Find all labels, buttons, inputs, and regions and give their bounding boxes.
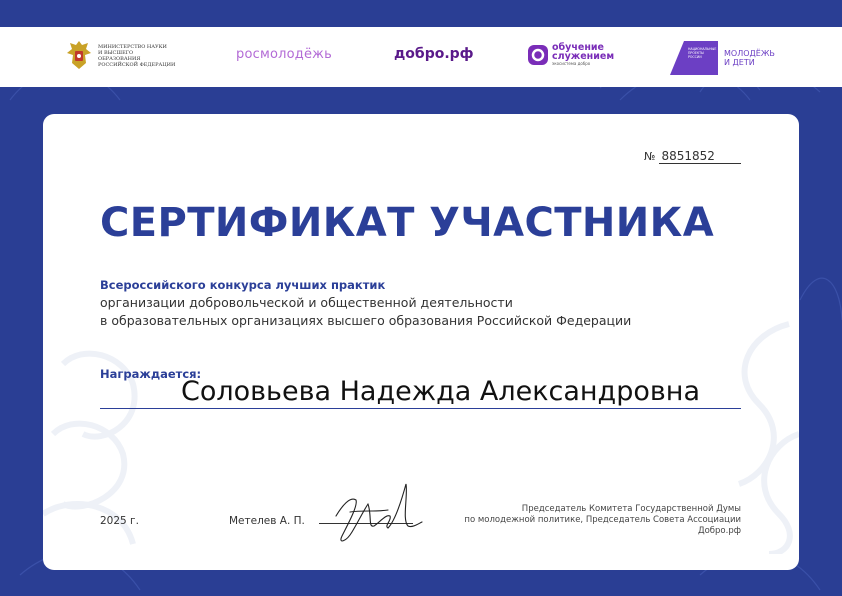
molodezh-line1: МОЛОДЁЖЬ <box>724 49 775 58</box>
national-projects-icon <box>670 41 718 75</box>
name-underline <box>100 408 741 409</box>
rosmolodezh-logo: росмолодёжь <box>236 47 332 62</box>
ministry-line: РОССИЙСКОЙ ФЕДЕРАЦИИ <box>98 62 176 68</box>
svg-text:НАЦИОНАЛЬНЫЕ: НАЦИОНАЛЬНЫЕ <box>688 47 717 51</box>
obuchenie-line2: служением <box>552 51 615 62</box>
position-line1: Председатель Комитета Государственной Думы <box>521 504 741 514</box>
ministry-logo <box>66 39 176 73</box>
contest-line1: Всероссийского конкурса лучших практик <box>100 278 386 292</box>
obuchenie-logo <box>528 43 614 66</box>
contest-description <box>100 276 631 330</box>
coat-of-arms-icon <box>66 39 92 73</box>
certificate-title: СЕРТИФИКАТ УЧАСТНИКА <box>100 200 715 246</box>
number-prefix: № <box>644 150 656 163</box>
contest-line3: в образовательных организациях высшего образования Российской Федерации <box>100 313 632 328</box>
svg-text:ПРОЕКТЫ: ПРОЕКТЫ <box>688 51 704 55</box>
svg-text:РОССИИ: РОССИИ <box>688 55 702 59</box>
recipient-name: Соловьева Надежда Александровна <box>181 376 700 407</box>
awarded-label: Награждается: <box>100 367 202 381</box>
obuchenie-sub: экосистема добро <box>552 61 591 66</box>
ministry-line: И ВЫСШЕГО ОБРАЗОВАНИЯ <box>98 50 141 62</box>
dobro-logo: добро.рф <box>394 46 474 62</box>
obuchenie-line1: обучение <box>552 42 604 53</box>
certificate-card <box>43 114 799 570</box>
molodezh-logo <box>670 41 775 75</box>
obuchenie-icon <box>528 45 548 65</box>
signer-name: Метелев А. П. <box>229 515 305 527</box>
certificate-number <box>644 150 741 164</box>
number-value: 8851852 <box>659 150 741 164</box>
position-line2: по молодежной политике, Председатель Совета Ассоциации Добро.рф <box>464 515 741 536</box>
year: 2025 г. <box>100 515 139 527</box>
ministry-name <box>98 44 176 68</box>
signature-image <box>328 476 424 550</box>
molodezh-line2: И ДЕТИ <box>724 58 755 67</box>
contest-line2: организации добровольческой и общественной деятельности <box>100 295 513 310</box>
ministry-line: МИНИСТЕРСТВО НАУКИ <box>98 44 167 50</box>
signer-position <box>421 504 741 537</box>
